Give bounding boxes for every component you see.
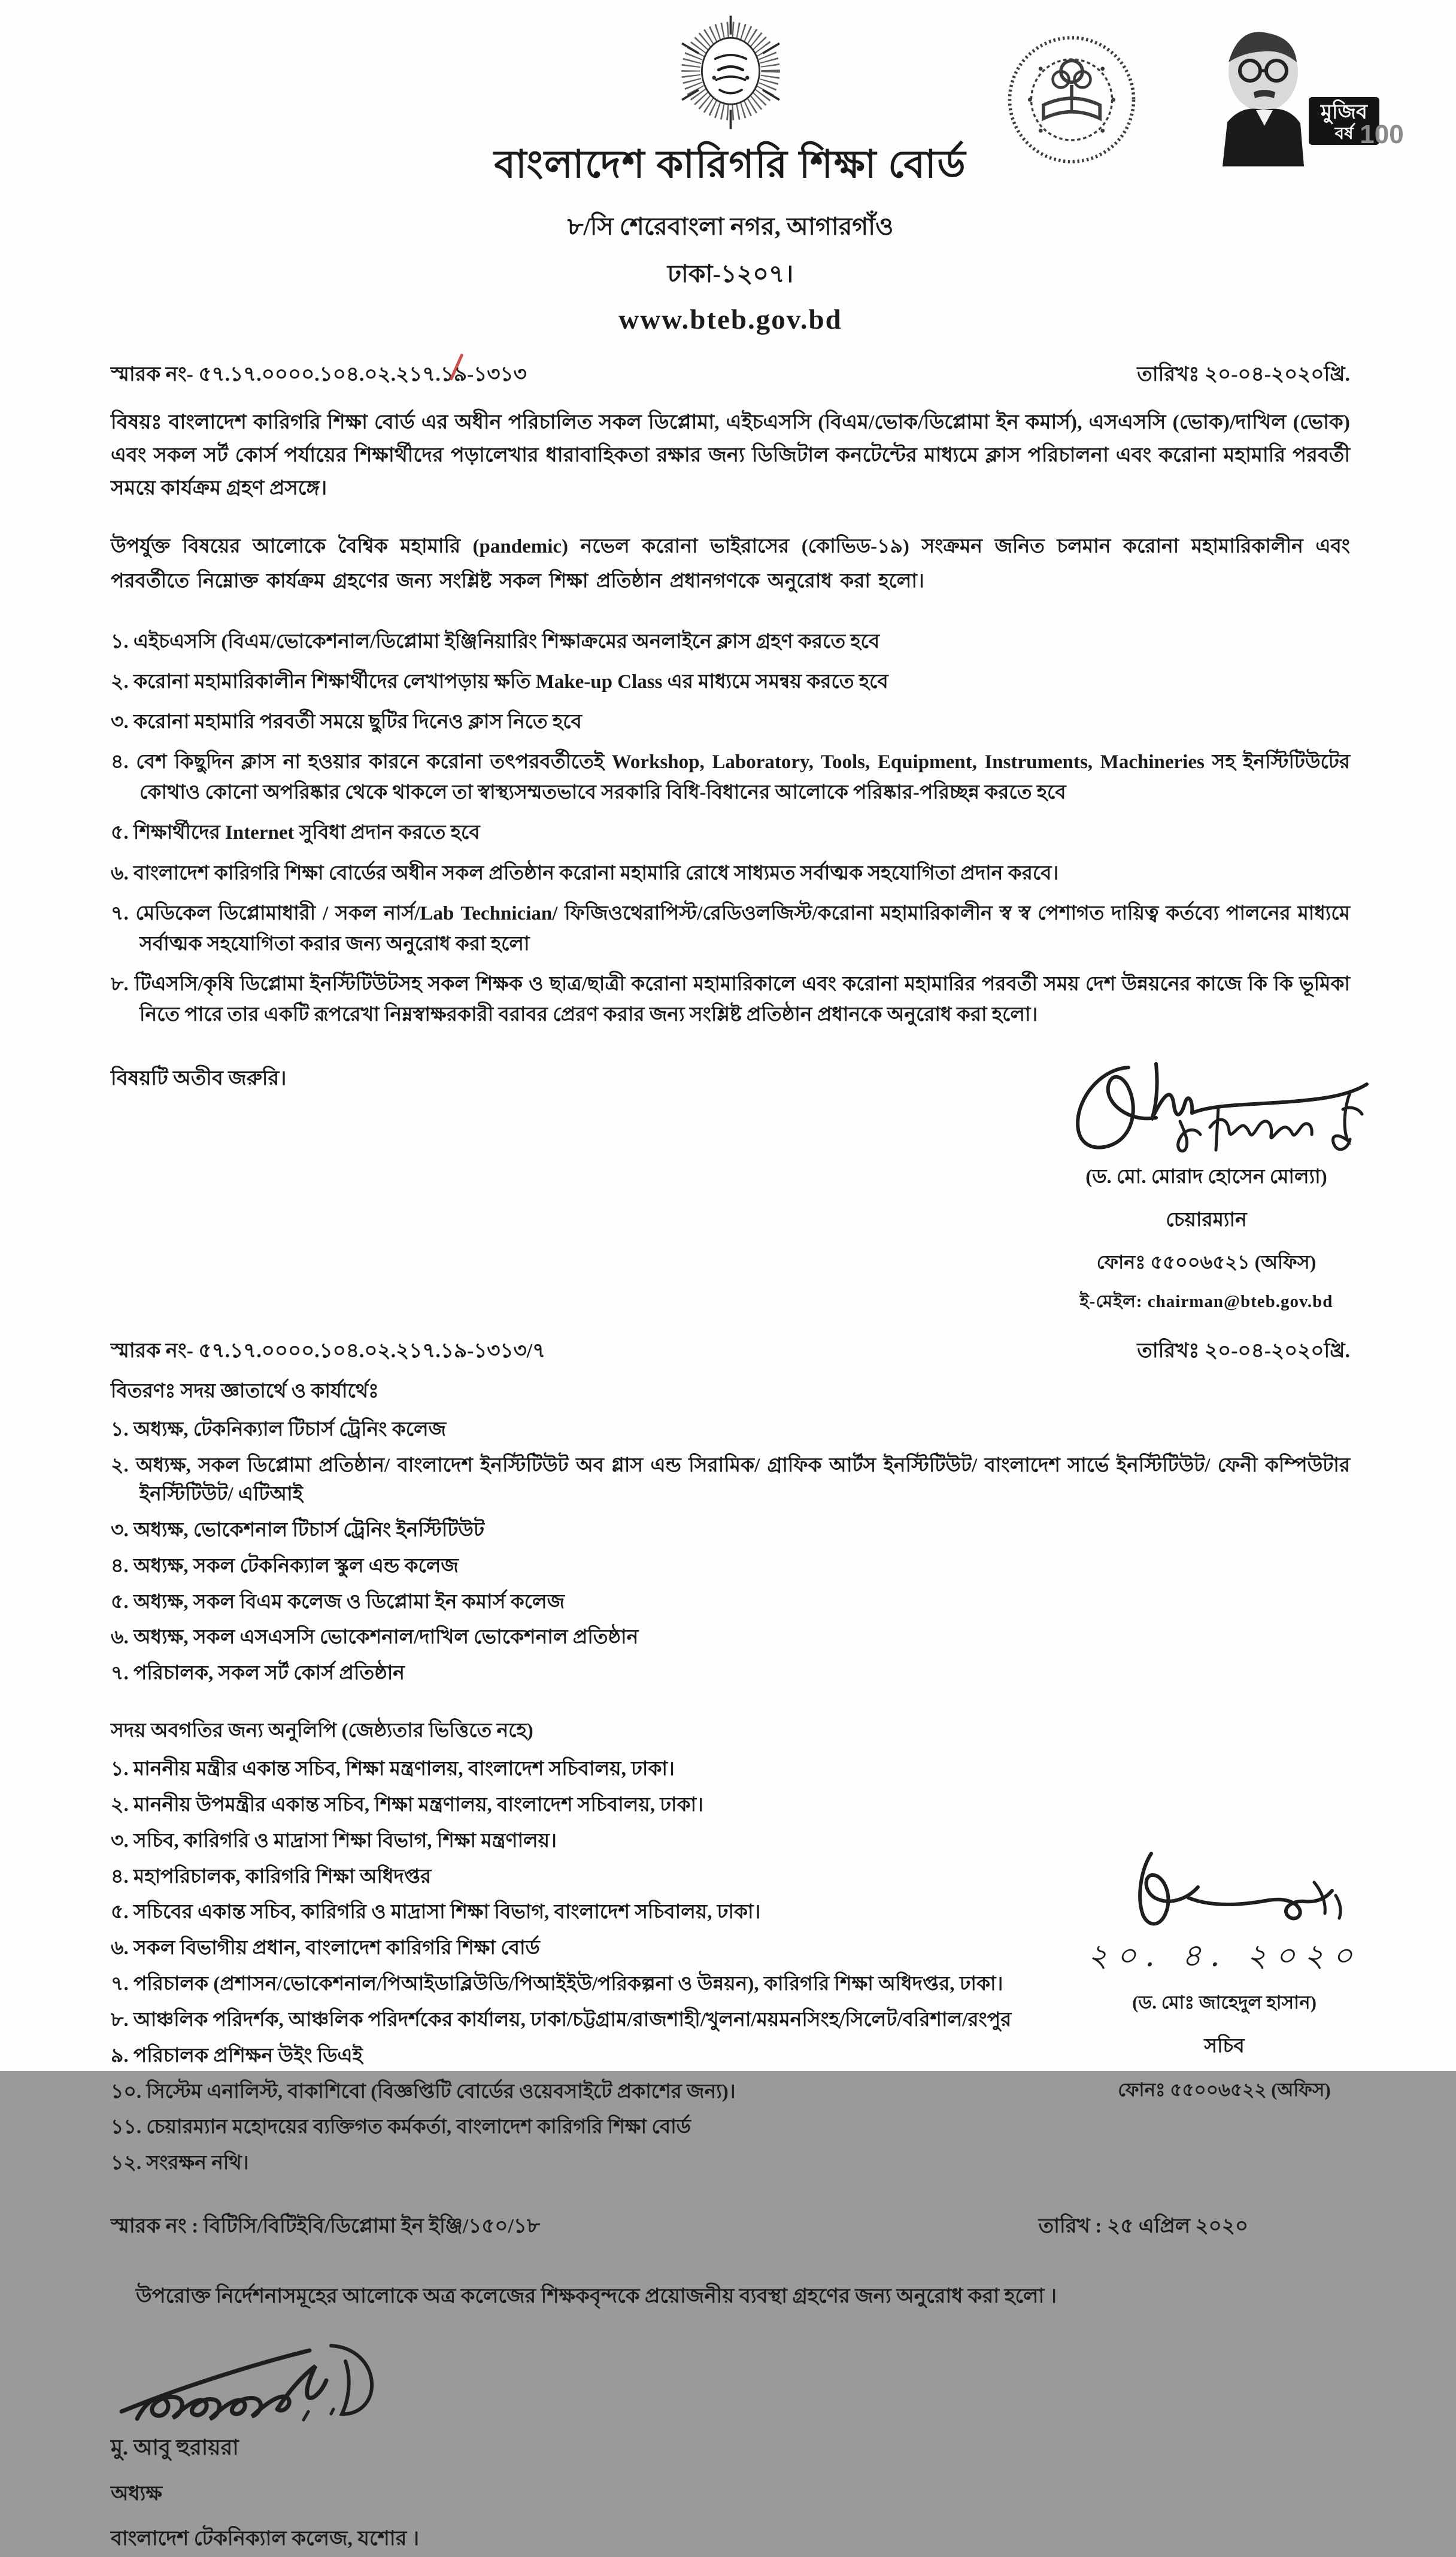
org-website: www.bteb.gov.bd [618, 304, 842, 335]
distribution-item: ১. অধ্যক্ষ, টেকনিক্যাল টিচার্স ট্রেনিং কলেজ [111, 1419, 447, 1441]
distribution-item: ৪. অধ্যক্ষ, সকল টেকনিক্যাল স্কুল এন্ড কলেজ [111, 1555, 459, 1577]
cc-item: ১০. সিস্টেম এনালিস্ট, বাকাশিবো (বিজ্ঞপ্তিটি বোর্ডের ওয়েবসাইটে প্রকাশের জন্য)। [111, 2080, 736, 2103]
memo2-date: তারিখঃ ২০-০৪-২০২০খ্রি. [1137, 1340, 1350, 1363]
memo3-number: স্মারক নং : বিটিসি/বিটিইবি/ডিপ্লোমা ইন ইঞ্জি/১৫০/১৮ [111, 2215, 541, 2238]
directive-item: ৬. বাংলাদেশ কারিগরি শিক্ষা বোর্ডের অধীন সকল প্রতিষ্ঠান করোনা মহামারি রোধে সাধ্যমত সর্বাত্মক সহযোগিতা প্রদান করবে। [111, 862, 1059, 884]
starburst-seal-icon [675, 16, 786, 129]
cc-heading: সদয় অবগতির জন্য অনুলিপি (জেষ্ঠ্যতার ভিত্তিতে নহে) [111, 1720, 533, 1742]
distribution-item: ২. অধ্যক্ষ, সকল ডিপ্লোমা প্রতিষ্ঠান/ বাংলাদেশ ইনস্টিটিউট অব গ্লাস এন্ড সিরামিক/ গ্রাফিক আর্টস ইনস্টিটিউট/ বাংলাদেশ সার্ভে ইনস্টিটিউট/ ফেনী কম্পিউটার ইনস্টিটিউট/ এটিআই [111, 1455, 1350, 1505]
cc-item: ২. মাননীয় উপমন্ত্রীর একান্ত সচিব, শিক্ষা মন্ত্রণালয়, বাংলাদেশ সচিবালয়, ঢাকা। [111, 1794, 703, 1816]
mujib-borsho-100-logo [1191, 20, 1404, 167]
distribution-item: ৫. অধ্যক্ষ, সকল বিএম কলেজ ও ডিপ্লোমা ইন কমার্স কলেজ [111, 1591, 565, 1613]
principal-title: অধ্যক্ষ [111, 2482, 162, 2505]
distribution-item: ৭. পরিচালক, সকল সর্ট কোর্স প্রতিষ্ঠান [111, 1663, 405, 1685]
closing-paragraph: উপরোক্ত নির্দেশনাসমূহের আলোকে অত্র কলেজের শিক্ষকবৃন্দকে প্রয়োজনীয় ব্যবস্থা গ্রহণের জন্য অনুরোধ করা হলো । [136, 2285, 1057, 2308]
chairman-name: (ড. মো. মোরাদ হোসেন মোল্যা) [1085, 1166, 1327, 1188]
secretary-signature-block [1057, 1840, 1392, 2107]
secretary-title: সচিব [1204, 2036, 1245, 2058]
letterhead [111, 16, 1404, 336]
directive-item: ৫. শিক্ষার্থীদের Internet সুবিধা প্রদান করতে হবে [111, 822, 480, 844]
chairman-signature-row [111, 1051, 1350, 1317]
memo3-row [111, 2210, 1350, 2244]
cc-item: ৯. পরিচালক প্রশিক্ষন উইং ডিএই [111, 2045, 363, 2067]
cc-item: ১. মাননীয় মন্ত্রীর একান্ত সচিব, শিক্ষা মন্ত্রণালয়, বাংলাদেশ সচিবালয়, ঢাকা। [111, 1758, 675, 1781]
secretary-signature-icon [1099, 1840, 1350, 1936]
org-name: বাংলাদেশ কারিগরি শিক্ষা বোর্ড [494, 143, 967, 186]
directive-item: ৭. মেডিকেল ডিপ্লোমাধারী / সকল নার্স/Lab Technician/ ফিজিওথেরাপিস্ট/রেডিওলজিস্ট/করোনা মহামারিকালীন স্ব স্ব পেশাগত দায়িত্ব কর্তব্যে পালনের মাধ্যমে সর্বাত্মক সহযোগিতা করার জন্য অনুরোধ করা হলো [111, 902, 1350, 955]
principal-name: মু. আবু হুরায়রা [111, 2435, 239, 2459]
round-logo-icon [1003, 32, 1140, 167]
memo1-number-text: স্মারক নং- ৫৭.১৭.০০০০.১০৪.০২.২১৭.১৯-১৩১৩ [111, 363, 527, 386]
directive-item: ১. এইচএসসি (বিএম/ভোকেশনাল/ডিপ্লোমা ইঞ্জিনিয়ারিং শিক্ষাক্রমের অনলাইনে ক্লাস গ্রহণ করতে হবে [111, 630, 880, 653]
distribution-item: ৩. অধ্যক্ষ, ভোকেশনাল টিচার্স ট্রেনিং ইনস্টিটিউট [111, 1519, 484, 1541]
principal-signature-icon [111, 2335, 392, 2425]
intro-paragraph: উপর্যুক্ত বিষয়ের আলোকে বৈশ্বিক মহামারি (pandemic) নভেল করোনা ভাইরাসের (কোভিড-১৯) সংক্রমন জনিত চলমান করোনা মহামারিকালীন এবং পরবর্তীতে নিম্নোক্ত কার্যক্রম গ্রহণের জন্য সংশ্লিষ্ট সকল শিক্ষা প্রতিষ্ঠান প্রধানগণকে অনুরোধ করা হলো। [111, 536, 1350, 592]
cc-item: ৭. পরিচালক (প্রশাসন/ভোকেশনাল/পিআইডাব্লিউডি/পিআইইউ/পরিকল্পনা ও উন্নয়ন), কারিগরি শিক্ষা অধিদপ্তর, ঢাকা। [111, 1973, 1003, 1995]
org-address-line1: ৮/সি শেরেবাংলা নগর, আগারগাঁও [567, 213, 894, 240]
bteb-starburst-seal [111, 16, 1350, 129]
subject-paragraph: বিষয়ঃ বাংলাদেশ কারিগরি শিক্ষা বোর্ড এর অধীন পরিচালিত সকল ডিপ্লোমা, এইচএসসি (বিএম/ভোক/ডিপ্লোমা ইন কমার্স), এসএসসি (ভোক)/দাখিল (ভোক) এবং সকল সর্ট কোর্স পর্যায়ের শিক্ষার্থীদের পড়ালেখার ধারাবাহিকতা রক্ষার জন্য ডিজিটাল কনটেন্টের মাধ্যমে ক্লাস পরিচালনা এবং করোনা মহামারি পরবর্তী সময়ে কার্যক্রম গ্রহণ প্রসঙ্গে। [111, 411, 1350, 500]
cc-item: ৪. মহাপরিচালক, কারিগরি শিক্ষা অধিদপ্তর [111, 1866, 432, 1888]
chairman-signature-icon [1039, 1051, 1374, 1164]
cc-item: ১২. সংরক্ষন নথি। [111, 2152, 249, 2174]
chairman-email: ই-মেইল: chairman@bteb.gov.bd [1079, 1292, 1333, 1312]
education-board-round-logo [1003, 32, 1140, 167]
directive-item: ৪. বেশ কিছুদিন ক্লাস না হওয়ার কারনে করোনা তৎপরবর্তীতেই Workshop, Laboratory, Tools, Equipment, Instruments, Machineries সহ ইনস্টিটিউটের কোথাও কোনো অপরিষ্কার থেকে থাকলে তা স্বাস্থ্যসম্মতভাবে সরকারি বিধি-বিধানের আলোকে পরিষ্কার-পরিচ্ছন্ন করতে হবে [111, 751, 1350, 804]
cc-item: ১১. চেয়ারম্যান মহোদয়ের ব্যক্তিগত কর্মকর্তা, বাংলাদেশ কারিগরি শিক্ষা বোর্ড [111, 2116, 691, 2139]
secretary-phone: ফোনঃ ৫৫০০৬৫২২ (অফিস) [1118, 2079, 1331, 2101]
mujib-logo-text2: বর্ষ [1334, 125, 1354, 143]
urgent-note: বিষয়টি অতীব জরুরি। [111, 1067, 287, 1090]
distribution-heading: বিতরণঃ সদয় জ্ঞাতার্থে ও কার্যার্থেঃ [111, 1381, 379, 1403]
cc-item: ৬. সকল বিভাগীয় প্রধান, বাংলাদেশ কারিগরি শিক্ষা বোর্ড [111, 1937, 540, 1960]
directive-item: ৩. করোনা মহামারি পরবর্তী সময়ে ছুটির দিনেও ক্লাস নিতে হবে [111, 711, 582, 733]
chairman-title: চেয়ারম্যান [1166, 1209, 1247, 1232]
principal-org: বাংলাদেশ টেকনিক্যাল কলেজ, যশোর । [111, 2527, 420, 2550]
chairman-phone: ফোনঃ ৫৫০০৬৫২১ (অফিস) [1096, 1251, 1317, 1273]
mujib-logo-100: 100 [1360, 120, 1404, 149]
memo1-number [111, 359, 527, 393]
directive-list [111, 627, 1350, 1031]
secretary-handwritten-date: ২০. ৪. ২০২০ [1087, 1938, 1361, 1974]
chairman-signature-block [1039, 1051, 1374, 1317]
mujib-logo-text1: মুজিব [1321, 101, 1367, 123]
cc-item: ৮. আঞ্চলিক পরিদর্শক, আঞ্চলিক পরিদর্শকের কার্যালয়, ঢাকা/চট্টগ্রাম/রাজশাহী/খুলনা/ময়মনসিংহ/সিলেট/বরিশাল/রংপুর [111, 2009, 1012, 2031]
cc-list [111, 1755, 1164, 2178]
distribution-list [111, 1416, 1350, 1688]
principal-signature-block [111, 2335, 1350, 2557]
cc-item: ৩. সচিব, কারিগরি ও মাদ্রাসা শিক্ষা বিভাগ, শিক্ষা মন্ত্রণালয়। [111, 1830, 557, 1852]
secretary-name: (ড. মোঃ জাহেদুল হাসান) [1132, 1992, 1317, 2013]
distribution-item: ৬. অধ্যক্ষ, সকল এসএসসি ভোকেশনাল/দাখিল ভোকেশনাল প্রতিষ্ঠান [111, 1627, 639, 1649]
memo2-row [111, 1335, 1350, 1369]
mujib-portrait-icon [1191, 20, 1404, 167]
cc-section [111, 1715, 1361, 2178]
directive-item: ৮. টিএসসি/কৃষি ডিপ্লোমা ইনস্টিটিউটসহ সকল শিক্ষক ও ছাত্র/ছাত্রী করোনা মহামারিকালে এবং করোনা মহামারির পরবর্তী সময় দেশ উন্নয়নের কাজে কি কি ভূমিকা নিতে পারে তার একটি রূপরেখা নিম্নস্বাক্ষরকারী বরাবর প্রেরণ করার জন্য সংশ্লিষ্ট প্রতিষ্ঠান প্রধানকে অনুরোধ করা হলো। [111, 973, 1350, 1026]
org-address-line2: ঢাকা-১২০৭। [667, 260, 794, 287]
memo2-number: স্মারক নং- ৫৭.১৭.০০০০.১০৪.০২.২১৭.১৯-১৩১৩/৭ [111, 1340, 546, 1363]
memo1-row [111, 359, 1350, 393]
cc-item: ৫. সচিবের একান্ত সচিব, কারিগরি ও মাদ্রাসা শিক্ষা বিভাগ, বাংলাদেশ সচিবালয়, ঢাকা। [111, 1901, 761, 1924]
memo3-date: তারিখ : ২৫ এপ্রিল ২০২০ [1038, 2215, 1248, 2238]
memo1-date: তারিখঃ ২০-০৪-২০২০খ্রি. [1137, 363, 1350, 386]
directive-item: ২. করোনা মহামারিকালীন শিক্ষার্থীদের লেখাপড়ায় ক্ষতি Make-up Class এর মাধ্যমে সমন্বয় করতে হবে [111, 671, 888, 693]
